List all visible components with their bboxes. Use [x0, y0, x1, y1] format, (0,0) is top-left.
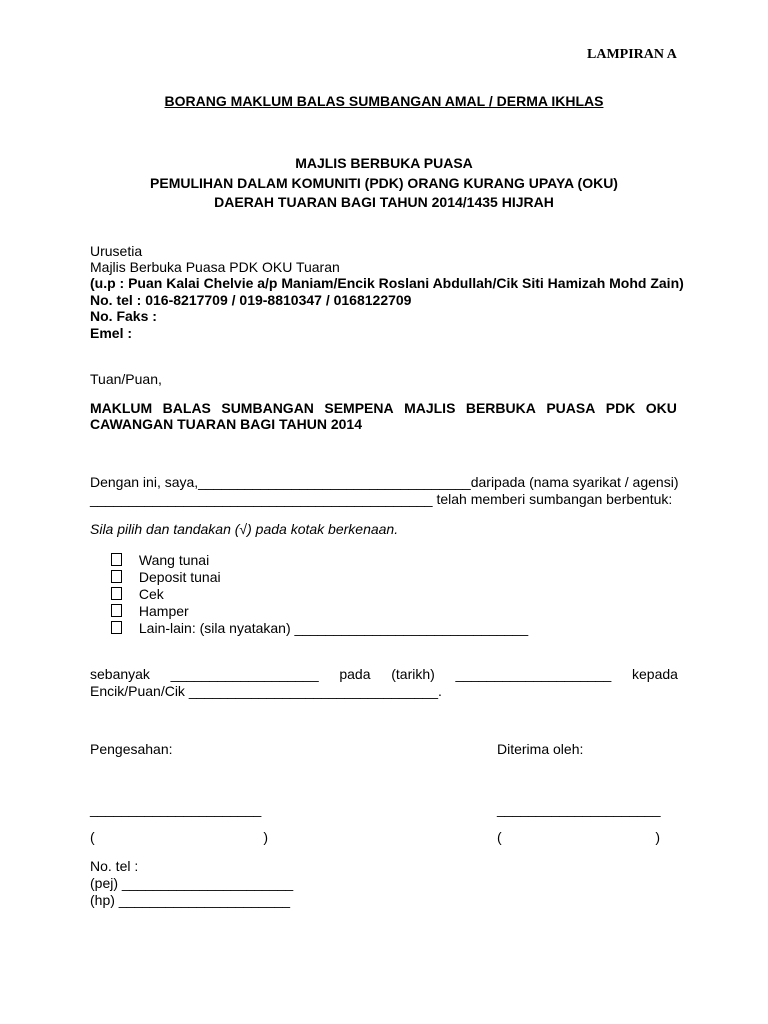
heading-line-1: MAJLIS BERBUKA PUASA [295, 155, 473, 171]
checkbox-icon[interactable] [111, 621, 122, 634]
checkbox-icon[interactable] [111, 604, 122, 617]
subject-word: PDK [605, 400, 636, 416]
subject-word: OKU [645, 400, 677, 416]
received-by-label: Diterima oleh: [497, 741, 584, 757]
option-label: Lain-lain: (sila nyatakan) ______________________________ [138, 620, 529, 636]
option-label: Hamper [138, 603, 189, 619]
subject-line-2: CAWANGAN TUARAN BAGI TAHUN 2014 [90, 416, 362, 432]
amount-line [90, 666, 678, 682]
subject-line-1 [90, 400, 677, 416]
option-label: Cek [138, 586, 164, 602]
address-phone: No. tel : 016-8217709 / 019-8810347 / 0168122709 [90, 292, 412, 308]
salutation: Tuan/Puan, [90, 371, 162, 387]
paren-open: ( [90, 829, 95, 845]
paren-close: ) [263, 829, 268, 845]
subject-word: MAJLIS [404, 400, 456, 416]
checkbox-icon[interactable] [111, 570, 122, 583]
subject-word: SEMPENA [324, 400, 394, 416]
form-title: BORANG MAKLUM BALAS SUMBANGAN AMAL / DERMA IKHLAS [164, 93, 604, 109]
subject-word: SUMBANGAN [221, 400, 314, 416]
subject-word: PUASA [546, 400, 596, 416]
verification-name-field[interactable] [90, 829, 268, 845]
declaration-line-1 [90, 474, 678, 490]
instruction-text: Sila pilih dan tandakan (√) pada kotak berkenaan. [90, 521, 399, 537]
office-phone-field[interactable]: (pej) ______________________ [90, 875, 294, 891]
checkbox-icon[interactable] [111, 587, 122, 600]
subject-word: BALAS [162, 400, 211, 416]
date-hint: (tarikh) [391, 666, 435, 682]
option-item[interactable] [111, 620, 528, 636]
option-label: Wang tunai [138, 552, 210, 568]
option-item[interactable] [111, 552, 209, 568]
date-label: pada [339, 666, 371, 682]
checkbox-icon[interactable] [111, 553, 122, 566]
heading-line-2: PEMULIHAN DALAM KOMUNITI (PDK) ORANG KURANG UPAYA (OKU) [150, 175, 618, 191]
amount-field[interactable]: ___________________ [170, 666, 319, 682]
date-field[interactable]: ____________________ [455, 666, 612, 682]
subject-word: BERBUKA [465, 400, 536, 416]
verification-label: Pengesahan: [90, 741, 173, 757]
option-label: Deposit tunai [138, 569, 221, 585]
amount-label: sebanyak [90, 666, 150, 682]
received-name-field[interactable] [497, 829, 660, 845]
option-item[interactable] [111, 603, 189, 619]
verification-signature-line[interactable]: ______________________ [90, 801, 262, 817]
address-email: Emel : [90, 325, 133, 341]
paren-open: ( [497, 829, 502, 845]
mobile-phone-field[interactable]: (hp) ______________________ [90, 892, 291, 908]
address-line-2: Majlis Berbuka Puasa PDK OKU Tuaran [90, 259, 340, 275]
declaration-agency-label: daripada (nama syarikat / agensi) [470, 474, 679, 490]
subject-word: MAKLUM [90, 400, 153, 416]
address-fax: No. Faks : [90, 308, 157, 324]
address-line-1: Urusetia [90, 243, 143, 259]
received-signature-line[interactable]: _____________________ [497, 801, 661, 817]
recipient-field[interactable]: Encik/Puan/Cik ________________________________. [90, 683, 442, 699]
option-item[interactable] [111, 586, 164, 602]
recipient-label: kepada [632, 666, 678, 682]
paren-close: ) [655, 829, 660, 845]
declaration-name-field[interactable]: Dengan ini, saya,___________________________________ [90, 474, 471, 490]
declaration-line-2[interactable]: ____________________________________________ telah memberi sumbangan berbentuk: [90, 491, 673, 507]
address-contact-persons: (u.p : Puan Kalai Chelvie a/p Maniam/Encik Roslani Abdullah/Cik Siti Hamizah Mohd Zain) [90, 275, 684, 291]
appendix-label: LAMPIRAN A [587, 47, 677, 62]
option-item[interactable] [111, 569, 221, 585]
heading-line-3: DAERAH TUARAN BAGI TAHUN 2014/1435 HIJRAH [214, 194, 554, 210]
contact-title: No. tel : [90, 858, 139, 874]
